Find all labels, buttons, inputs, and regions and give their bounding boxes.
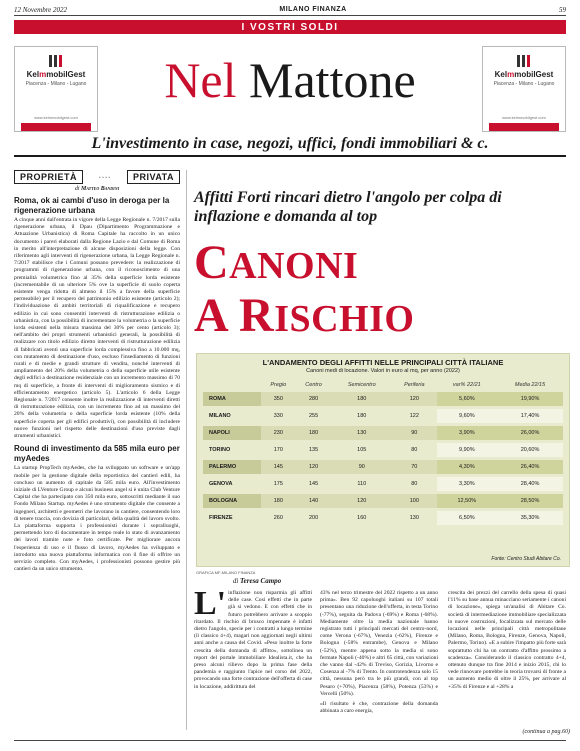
logo-icon (517, 55, 531, 66)
column-divider (186, 170, 187, 730)
masthead (110, 50, 470, 110)
article-title: CANONI A RISCHIO (194, 236, 415, 342)
article-column-1: L' inflazione non risparmia gli affitti delle case. Così effetti che in parte già si vedono. E con effetti che in futuro potrebbero arrivare a scoppio ritardato. Il rischio di brusco impennate è infatti dietro l'angolo, specie per i contratti a lungo termine (il classico 4+4), magari non aggiornati negli ultimi anni anche a causa del Covid. «Peso inoltre la forte crescita della domanda di affitto», sottolinea un report del portale immobiliare Idealista.it, che ha preso alcuni rilievo dopo la prima fase della pandemia e raggiunto l'apice nel corso del 2022, provocando una forte contrazione dell'offerta di case in locazione, addirittura del (194, 585, 312, 690)
story2-title: Round di investimento da 585 mila euro per myAedes (14, 444, 180, 463)
table-cell: 180 (261, 494, 296, 508)
table-header-1: Pregio (270, 382, 287, 388)
logo-icon (49, 55, 63, 66)
table-cell: 100 (392, 494, 437, 508)
advertisement-right[interactable] (482, 46, 566, 132)
table-cell: 9,60% (437, 409, 498, 423)
table-cell: 145 (261, 460, 296, 474)
table-cell: 35,30% (497, 511, 563, 525)
section-banner: I VOSTRI SOLDI (14, 20, 566, 34)
table-cell: 170 (273, 447, 283, 453)
table-header-4: Periferia (404, 382, 425, 388)
masthead-nel: Nel (164, 52, 237, 108)
continued-note: (continua a pag.60) (522, 729, 570, 735)
table-row (203, 409, 563, 423)
rent-table (203, 378, 563, 528)
table-cell-city: NAPOLI (203, 426, 261, 440)
ad-cities: Piacenza - Milano - Lugano (25, 81, 87, 88)
tagline: L'investimento in case, negozi, uffici, fondi immobiliari & c. (14, 133, 566, 157)
table-header-5: var% 22/21 (452, 382, 481, 388)
table-row (203, 494, 563, 508)
table-cell: 160 (357, 515, 367, 521)
table-cell: 180 (357, 413, 367, 419)
table-cell: 20,60% (497, 443, 563, 457)
rubric-right: PRIVATA (127, 170, 180, 184)
table-header-0 (203, 381, 261, 389)
table-row (203, 477, 563, 491)
ad-brand: KelmmobilGest (26, 70, 86, 80)
table-cell: 90 (392, 426, 437, 440)
table-cell-city: ROMA (203, 392, 261, 406)
table-cell: 255 (308, 413, 319, 419)
table-cell-city: GENOVA (209, 481, 233, 487)
table-cell-city: TORINO (209, 447, 231, 453)
table-cell: 330 (273, 413, 283, 419)
article-column-2: 43% nel terzo trimestre del 2022 rispetto a un anno prima». Ben 92 capoluoghi italiani su 107 totali presentano una riduzione dell'offerta, in testa Torino (-77%), seguita da Padova (-69%) e Roma (-68%). Mediamente oltre la media nazionale hanno registrato tutti i principali mercati del centro-nord, come Verona (-67%), Venezia (-62%), Firenze e Bologna (-58% entrambe), Genova e Milano (-52%), mentre appena sotto la media si sono fermate Napoli (-40%) e altri 65 città, con variazioni che vanno dal -42% di Treviso, Gorizia, Livorno e Cosenza al -7% di Trento. In controtendenza solo 15 città, nessuna però tra le più grandi, con al top Pesaro (+70%), Piacenza (58%), Potenza (53%) e Vercelli (50%). «Il risultato è che, contrazione della domanda abbinata a caro energia, (320, 590, 438, 715)
table-cell: 175 (273, 481, 283, 487)
table-subtitle: Canoni medi di locazione. Valori in euro al mq, per anno (2022) (306, 368, 460, 374)
table-cell: 80 (411, 447, 418, 453)
header-page-number: 59 (558, 5, 566, 14)
table-cell: 26,00% (497, 426, 563, 440)
header-publication: MILANO FINANZA (279, 6, 347, 13)
table-cell: 180 (296, 426, 332, 440)
ad-brand: KelmmobilGest (494, 70, 554, 80)
table-row (203, 460, 563, 474)
table-cell: 28,50% (497, 494, 563, 508)
table-cell: 350 (261, 392, 296, 406)
table-cell: 70 (392, 460, 437, 474)
table-source: Fonte: Centro Studi Abitare Co. (491, 556, 561, 562)
table-cell: 3,30% (437, 477, 498, 491)
table-cell: 26,40% (497, 460, 563, 474)
table-cell: 120 (296, 460, 332, 474)
table-row (203, 426, 563, 440)
page-footer-line (14, 740, 566, 741)
advertisement-left[interactable] (14, 46, 98, 132)
table-cell-city: PALERMO (203, 460, 261, 474)
rent-table-box (196, 353, 570, 567)
table-header-6: Media 22/15 (514, 382, 546, 388)
table-cell: 145 (308, 481, 319, 487)
table-cell: 120 (332, 494, 393, 508)
table-cell: 280 (296, 392, 332, 406)
table-cell: 200 (308, 515, 319, 521)
ad-bar (21, 123, 91, 131)
page-header (14, 4, 566, 16)
table-cell: 130 (409, 515, 419, 521)
table-cell: 140 (296, 494, 332, 508)
ad-cities: Piacenza - Milano - Lugano (493, 81, 555, 88)
table-row (203, 443, 563, 457)
table-cell: 130 (332, 426, 393, 440)
ad-url: www.kelmmobilgest.com (502, 115, 546, 121)
table-cell: 90 (332, 460, 393, 474)
rubric-left: PROPRIETÀ (14, 170, 83, 184)
table-cell: 135 (308, 447, 319, 453)
table-cell: 80 (411, 481, 418, 487)
table-cell: 19,90% (497, 392, 563, 406)
table-cell: 110 (357, 481, 367, 487)
table-row (203, 392, 563, 406)
table-cell: 122 (409, 413, 419, 419)
table-cell: 180 (332, 392, 393, 406)
rubric-proprieta-privata (14, 170, 180, 184)
table-header-3: Semicentro (347, 382, 376, 388)
table-cell-city: MILANO (209, 413, 231, 419)
article-byline: di Teresa Campo (232, 577, 282, 585)
table-cell: 12,50% (437, 494, 498, 508)
table-cell: 120 (392, 392, 437, 406)
column-byline: di Matteo Bandini (74, 186, 120, 192)
article-kicker: Affitti Forti rincari dietro l'angolo per colpa di inflazione e domanda al top (194, 189, 502, 225)
table-cell: 17,40% (497, 409, 563, 423)
left-column-text (14, 196, 180, 576)
table-cell: 260 (273, 515, 283, 521)
table-cell: 230 (261, 426, 296, 440)
rubric-divider: ···· (98, 172, 112, 182)
story1-title: Roma, ok ai cambi d'uso in deroga per la rigenerazione urbana (14, 196, 170, 215)
table-cell: 3,90% (437, 426, 498, 440)
story2-body: La startup PropTech myAedes, che ha sviluppato un software e un'app mobile per la gestione digitale della reportistica dei cantieri edili, ha concluso un aumento di capitale da 585 mila euro. All'investimento iniziale di LVenture Group e alcuni business angel si è unita Club Venture Capital che ha partecipato con 350 mila euro, sottoscritti mediante il suo Fondo Milano Startup. myAedes è uno strumento digitale che consente a ingegneri, architetti e geometri che lavorano in cantiere, consentendo loro di tenere traccia, con dovizia di particolari, della qualità del lavoro svolto. La piattaforma supporta i professionisti durante i sopralluoghi, permettendo loro di documentare in tempo reale lo stato di avanzamento dei lavori tramite note e foto certificate. Per migliorare ancora l'esperienza di uso e il flusso di lavoro, myAedes ha sviluppato e introdotto una nuova piattaforma informatica con il fine di offrire un servizio completo. Con myAedes, i professionisti possono gestire più cantieri da un unico strumento. (14, 465, 180, 573)
table-cell: 6,50% (437, 511, 498, 525)
table-header-2: Centro (305, 382, 322, 388)
table-cell-city: BOLOGNA (203, 494, 261, 508)
article-column-3: crescita dei prezzi del carrello della spesa di quasi l'11% su base annua minacciano seriamente i canoni di locazione», spiega un'analisi di Abitare Co. società di intermediazione immobiliare specializzata in nuove costruzioni, focalizzata sul mercato delle locazioni nelle principali città metropolitane (Milano, Roma, Bologna, Firenze, Genova, Napoli, Palermo, Torino). «E a subire l'impatto più forte sarà soprattutto chi ha un contratto d'affitto prossimo a scadenza». Considerando il classico contratto 4+4, ottenuto dunque tra fine 2014 e inizio 2015, chi lo vede rinnovare potrebbe in teoria trovarsi di fronte a un aumento medio di oltre il 25%, per arrivare al +35% di Firenze e al +28% a (448, 590, 566, 690)
table-cell: 5,60% (437, 392, 498, 406)
table-row (203, 511, 563, 525)
table-cell: 4,30% (437, 460, 498, 474)
ad-bar (489, 123, 559, 131)
graphics-credit: GRAFICA MF-MILANO FINANZA (196, 570, 256, 575)
masthead-mattone: Mattone (249, 52, 416, 108)
table-cell-city: FIRENZE (209, 515, 233, 521)
story1-body: A cinque anni dall'entrata in vigore della Legge Regionale n. 7/2017 sulla rigenerazione urbana, il Dpau (Dipartimento Programmazione e Attuazione Urbanistica) di Roma Capitale ha raccolto in un unico documento i pareri elaborati dalla Regione Lazio e dal Comune di Roma in merito all'interpretazione di alcune disposizioni della legge. Con riferimento agli interventi di rigenerazione urbana, la Legge Regionale n. 7/2017 stabilisce che i Comuni possano prevedere: la realizzazione di programmi di rigenerazione urbana, con il riconoscimento di una premialità volumetrica fino al 35% della superficie lorda esistente (incrementabile di un ulteriore 5% ove la superficie di suolo coperta esistente venga ridotta di almeno il 15% a favore della superficie permeabile) per il recupero del patrimonio edilizio esistente (articolo 2); l'individuazione di ambiti territoriali di riqualificazione e recupero edilizio in cui sono consentiti interventi di ristrutturazione edilizia o urbanistica, con la possibilità di incrementare la volumetria o la superficie lorda esistenti nella misura massima del 30% per cento (articolo 3); nell'ambito dei propri strumenti urbanistici generali, la possibilità di realizzare con titolo edilizio diretto interventi di ristrutturazione edilizia di fabbricati aventi una superficie lorda complessiva fino a 10.000 mq, con mutamento di destinazione d'uso, escluso l'insediamento di funzioni rurali e di medie e grandi strutture di vendita, nonché interventi di ampliamento del 20% della volumetria o della superficie utile esistente degli edifici a destinazione residenziale con un incremento massimo di 70 mq di superficie, a fronte di interventi di miglioramento sismico e di efficientamento energetico (articolo 5). L'articolo 6 della Legge Regionale n. 7/2017 consente inoltre la realizzazione di interventi diretti di ristrutturazione edilizia, con un incremento fino ad un massimo del 20% della volumetria o della superficie lorda esistente (10% della superficie coperta per gli edifici produttivi), con possibilità di includere nuove funzioni nel rispetto delle destinazioni d'uso previste dagli strumenti urbanistici. (14, 217, 180, 440)
table-cell: 28,40% (497, 477, 563, 491)
table-cell: 105 (357, 447, 367, 453)
table-cell: 9,90% (437, 443, 498, 457)
header-date: 12 Novembre 2022 (14, 5, 68, 14)
table-title: L'ANDAMENTO DEGLI AFFITTI NELLE PRINCIPALI CITTÀ ITALIANE (262, 358, 504, 367)
ad-url: www.kelmmobilgest.com (34, 115, 78, 121)
dropcap: L' (194, 585, 227, 622)
